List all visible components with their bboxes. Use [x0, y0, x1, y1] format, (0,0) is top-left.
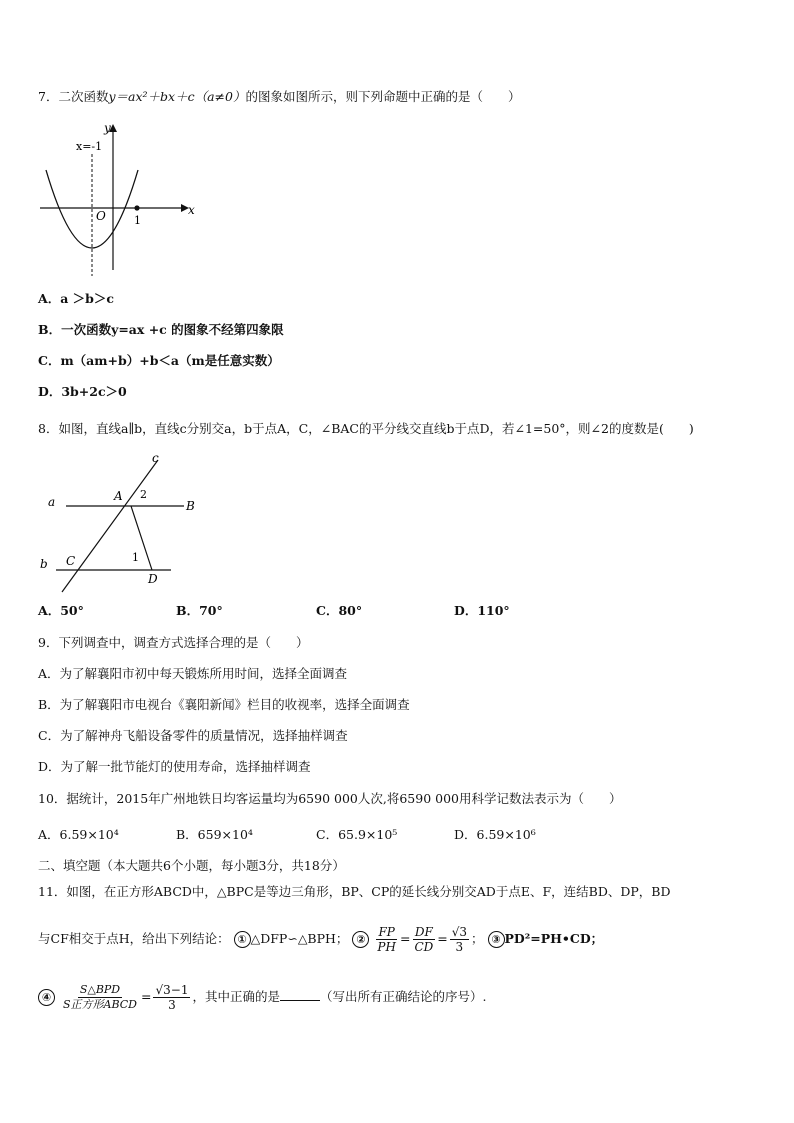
fraction-sqrt3-3 — [450, 925, 469, 954]
fraction-df-cd — [412, 925, 435, 954]
q10-option-b: B．659×10⁴ — [176, 827, 253, 842]
fraction-numerator: √3 — [451, 925, 468, 939]
q7-option-a: A．a ＞b＞c — [38, 291, 115, 306]
q9-option-a: A．为了解襄阳市初中每天锻炼所用时间，选择全面调查 — [38, 666, 348, 681]
x-axis-label: x — [188, 203, 195, 217]
tick-one-label: 1 — [134, 214, 141, 227]
q8-options — [38, 602, 510, 620]
q8-option-a: A．50° — [38, 603, 84, 618]
q10-option-c: C．65.9×10⁵ — [316, 827, 398, 842]
q8-option-b: B．70° — [176, 603, 223, 618]
q11-tail-a: ，其中正确的是 — [192, 989, 280, 1004]
point-d-label: D — [148, 572, 158, 586]
conclusion-2-marker: ② — [352, 931, 369, 948]
conclusion-1-marker: ① — [234, 931, 251, 948]
q9-stem: 9．下列调查中，调查方式选择合理的是（ ） — [38, 635, 309, 650]
q7-number: 7． — [38, 89, 59, 104]
q10-option-a: A．6.59×10⁴ — [38, 827, 119, 842]
q7-option-b: B．一次函数y=ax +c 的图象不经第四象限 — [38, 322, 284, 337]
section-heading: 二、填空题（本大题共6个小题，每小题3分，共18分） — [38, 858, 345, 873]
point-a-label: A — [114, 489, 123, 503]
q8-option-d: D．110° — [454, 603, 510, 618]
fraction-area-ratio — [61, 983, 139, 1012]
point-b-label: B — [186, 499, 195, 513]
angle-1-label: 1 — [132, 551, 139, 564]
angle-2-label: 2 — [140, 488, 147, 501]
q7-option-d: D．3b+2c＞0 — [38, 384, 127, 399]
conclusion-3-text: PD²=PH•CD； — [504, 931, 604, 946]
q11-line3: ④ $\frac{\text{S△BPD}}{\text{S正方形ABCD}}$ = $\frac{√3-1}{3}$ ，其中正确的是 （写出所有正确结论的序号）. — [38, 980, 486, 1020]
q7-stem — [38, 88, 521, 106]
fraction-numerator: DF — [414, 925, 433, 939]
fraction-numerator: FP — [378, 925, 395, 939]
fraction-denominator: CD — [414, 940, 434, 954]
q10-option-d: D．6.59×10⁶ — [454, 827, 536, 842]
q10-stem: 10．据统计，2015年广州地铁日均客运量均为6590 000人次,将6590 000用科学记数法表示为（ ） — [38, 791, 622, 806]
conclusion-1-text: △DFP∽△BPH； — [250, 931, 349, 946]
conclusion-3-marker: ③ — [488, 931, 505, 948]
q8-option-c: C．80° — [316, 603, 363, 618]
fraction-numerator: S△BPD — [79, 983, 121, 996]
q9-option-c: C．为了解神舟飞船设备零件的质量情况，选择抽样调查 — [38, 728, 348, 743]
fraction-fp-ph — [375, 925, 398, 954]
q8-stem: 8．如图，直线a∥b，直线c分别交a，b于点A，C，∠BAC的平分线交直线b于点D，若∠1=50°，则∠2的度数是( ) — [38, 421, 694, 436]
fraction-denominator: 3 — [455, 940, 464, 954]
y-axis-label: y — [104, 121, 111, 135]
q9-option-d: D．为了解一批节能灯的使用寿命，选择抽样调查 — [38, 759, 311, 774]
q11-line2-text: 与CF相交于点H，给出下列结论： — [38, 931, 230, 946]
fraction-denominator: S正方形ABCD — [62, 998, 137, 1011]
q7-formula: y＝ax²＋bx＋c（a≠0） — [108, 89, 246, 104]
q11-tail-b: （写出所有正确结论的序号）. — [319, 989, 487, 1004]
answer-blank[interactable] — [280, 988, 320, 1001]
line-a-label: a — [48, 495, 56, 509]
origin-label: O — [96, 209, 106, 223]
q9-option-b: B．为了解襄阳市电视台《襄阳新闻》栏目的收视率，选择全面调查 — [38, 697, 410, 712]
q7-option-c: C．m（am+b）+b＜a（m是任意实数） — [38, 353, 280, 368]
q10-options — [38, 826, 536, 844]
q7-stem-b: 的图象如图所示，则下列命题中正确的是（ ） — [245, 89, 521, 104]
q11-line2: 与CF相交于点H，给出下列结论： ① △DFP∽△BPH； ② $\frac{FP}{PH}$ = $\frac{DF}{CD}$ = $\frac{√3}{3}$ ； ③ PD²=PH•CD； — [38, 925, 604, 954]
q7-stem-a: 二次函数 — [58, 89, 109, 104]
symmetry-axis-label: x=-1 — [76, 140, 103, 153]
q11-line1: 11．如图，在正方形ABCD中，△BPC是等边三角形，BP、CP的延长线分别交AD于点E、F，连结BD、DP，BD — [38, 884, 671, 899]
fraction-numerator: √3−1 — [155, 983, 189, 997]
fraction-sqrt3-minus-1 — [153, 983, 190, 1012]
q8-parallel-lines-figure — [36, 448, 216, 596]
q7-parabola-graph — [36, 118, 201, 276]
fraction-denominator: PH — [377, 940, 396, 954]
line-b-label: b — [40, 557, 48, 571]
conclusion-4-marker: ④ — [38, 989, 55, 1006]
fraction-denominator: 3 — [168, 998, 176, 1012]
line-c-label: c — [152, 451, 159, 465]
point-c-label: C — [66, 554, 76, 568]
